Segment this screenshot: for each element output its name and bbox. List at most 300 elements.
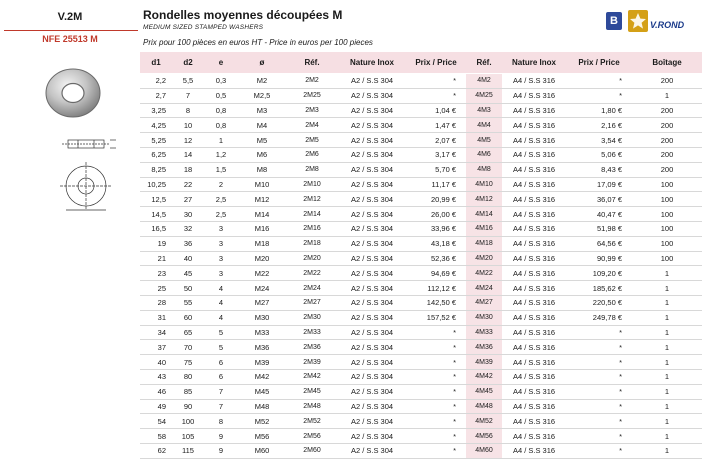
cell-nature-a2: A2 / S.S 304 [338,281,406,296]
cell-price-a2: 142,50 € [406,295,466,310]
cell-boitage: 100 [632,207,702,222]
cell-ref-a2: 2M4 [286,118,338,133]
cell-e: 0,8 [204,103,238,118]
cell-diameter: M18 [238,236,286,251]
cell-nature-a2: A2 / S.S 304 [338,340,406,355]
cell-price-a4: 40,47 € [566,207,632,222]
cell-d1: 28 [140,295,172,310]
cell-price-a2: 26,00 € [406,207,466,222]
cell-price-a2: 43,18 € [406,236,466,251]
cell-nature-a4: A4 / S.S 316 [502,369,566,384]
cell-ref-a4: 4M42 [466,369,502,384]
cell-d2: 70 [172,340,204,355]
cell-price-a2: 33,96 € [406,221,466,236]
cell-price-a4: 51,98 € [566,221,632,236]
cell-d2: 90 [172,399,204,414]
cell-nature-a4: A4 / S.S 316 [502,118,566,133]
cell-boitage: 200 [632,103,702,118]
table-row [140,133,702,148]
cell-price-a4: 64,56 € [566,236,632,251]
cell-price-a2: 52,36 € [406,251,466,266]
table-row [140,399,702,414]
cell-nature-a2: A2 / S.S 304 [338,251,406,266]
cell-boitage: 1 [632,281,702,296]
cell-e: 1 [204,133,238,148]
cell-price-a4: 220,50 € [566,295,632,310]
table-row [140,340,702,355]
cell-e: 4 [204,295,238,310]
cell-boitage: 1 [632,443,702,458]
price-note: Prix pour 100 pièces en euros HT - Price in euros per 100 pieces [143,38,373,47]
cell-boitage: 1 [632,310,702,325]
cell-nature-a4: A4 / S.S 316 [502,192,566,207]
cell-price-a2: * [406,369,466,384]
cell-ref-a4: 4M33 [466,325,502,340]
cell-ref-a4: 4M27 [466,295,502,310]
cell-e: 5 [204,325,238,340]
cell-ref-a4: 4M30 [466,310,502,325]
cell-diameter: M48 [238,399,286,414]
cell-e: 9 [204,443,238,458]
cell-d1: 2,2 [140,74,172,89]
table-row [140,310,702,325]
col-price-a2: Prix / Price [406,52,466,74]
cell-diameter: M36 [238,340,286,355]
cell-nature-a4: A4 / S.S 316 [502,340,566,355]
cell-d2: 10 [172,118,204,133]
cell-nature-a4: A4 / S.S 316 [502,133,566,148]
col-d2: d2 [172,52,204,74]
cell-price-a2: * [406,384,466,399]
cell-nature-a2: A2 / S.S 304 [338,118,406,133]
cell-d2: 8 [172,103,204,118]
cell-nature-a2: A2 / S.S 304 [338,162,406,177]
cell-d1: 21 [140,251,172,266]
table-row [140,177,702,192]
cell-price-a4: 249,78 € [566,310,632,325]
cell-nature-a2: A2 / S.S 304 [338,384,406,399]
cell-boitage: 200 [632,74,702,89]
table-row [140,207,702,222]
cell-d1: 34 [140,325,172,340]
table-row [140,74,702,89]
cell-diameter: M2 [238,74,286,89]
cell-nature-a2: A2 / S.S 304 [338,325,406,340]
cell-price-a2: * [406,88,466,103]
cell-price-a4: 3,54 € [566,133,632,148]
cell-price-a4: 8,43 € [566,162,632,177]
table-row [140,325,702,340]
cell-boitage: 100 [632,192,702,207]
cell-diameter: M45 [238,384,286,399]
cell-ref-a2: 2M60 [286,443,338,458]
cell-ref-a2: 2M52 [286,414,338,429]
table-row [140,429,702,444]
cell-diameter: M24 [238,281,286,296]
cell-e: 7 [204,399,238,414]
cell-ref-a2: 2M12 [286,192,338,207]
cell-d2: 36 [172,236,204,251]
page-subtitle: MEDIUM SIZED STAMPED WASHERS [143,24,264,31]
page-title: Rondelles moyennes découpées M [143,8,343,22]
cell-price-a2: 1,47 € [406,118,466,133]
cell-price-a2: 5,70 € [406,162,466,177]
cell-nature-a2: A2 / S.S 304 [338,192,406,207]
cell-d2: 32 [172,221,204,236]
cell-diameter: M33 [238,325,286,340]
cell-boitage: 1 [632,325,702,340]
cell-d1: 23 [140,266,172,281]
cell-d1: 19 [140,236,172,251]
col-nature-a4: Nature Inox [502,52,566,74]
cell-ref-a2: 2M39 [286,355,338,370]
cell-nature-a4: A4 / S.S 316 [502,325,566,340]
cell-d2: 80 [172,369,204,384]
cell-boitage: 200 [632,147,702,162]
table-row [140,192,702,207]
cell-diameter: M30 [238,310,286,325]
norm-label: NFE 25513 M [42,34,98,44]
cell-d2: 115 [172,443,204,458]
table-row [140,443,702,458]
cell-nature-a2: A2 / S.S 304 [338,429,406,444]
cell-d1: 31 [140,310,172,325]
cell-e: 9 [204,429,238,444]
cell-d1: 37 [140,340,172,355]
cell-e: 3 [204,221,238,236]
table-row [140,281,702,296]
cell-ref-a2: 2M24 [286,281,338,296]
cell-e: 3 [204,266,238,281]
cell-boitage: 200 [632,133,702,148]
table-row [140,103,702,118]
cell-d2: 65 [172,325,204,340]
cell-price-a4: 36,07 € [566,192,632,207]
cell-e: 2,5 [204,207,238,222]
cell-e: 6 [204,369,238,384]
cell-e: 4 [204,310,238,325]
cell-diameter: M10 [238,177,286,192]
cell-nature-a4: A4 / S.S 316 [502,281,566,296]
cell-d1: 6,25 [140,147,172,162]
product-code: V.2M [57,11,83,23]
cell-d2: 7 [172,88,204,103]
cell-boitage: 1 [632,340,702,355]
cell-ref-a4: 4M24 [466,281,502,296]
cell-ref-a2: 2M36 [286,340,338,355]
cell-diameter: M16 [238,221,286,236]
cell-nature-a2: A2 / S.S 304 [338,355,406,370]
table-row [140,236,702,251]
cell-d1: 10,25 [140,177,172,192]
cell-price-a2: * [406,429,466,444]
cell-ref-a2: 2M20 [286,251,338,266]
cell-price-a2: 157,52 € [406,310,466,325]
cell-ref-a4: 4M3 [466,103,502,118]
cell-nature-a4: A4 / S.S 316 [502,399,566,414]
brand-name: V.ROND [650,20,685,30]
cell-d1: 58 [140,429,172,444]
cell-nature-a4: A4 / S.S 316 [502,443,566,458]
cell-boitage: 1 [632,295,702,310]
cell-price-a2: * [406,399,466,414]
star-icon [628,10,648,32]
cell-d1: 25 [140,281,172,296]
cell-nature-a4: A4 / S.S 316 [502,310,566,325]
cell-nature-a4: A4 / S.S 316 [502,207,566,222]
cell-price-a4: 90,99 € [566,251,632,266]
cell-ref-a4: 4M12 [466,192,502,207]
cell-ref-a4: 4M10 [466,177,502,192]
cell-nature-a4: A4 / S.S 316 [502,414,566,429]
cell-ref-a2: 2M27 [286,295,338,310]
cell-d1: 62 [140,443,172,458]
cell-nature-a2: A2 / S.S 304 [338,177,406,192]
cell-boitage: 1 [632,384,702,399]
cell-ref-a4: 4M52 [466,414,502,429]
cell-price-a2: 94,69 € [406,266,466,281]
cell-nature-a4: A4 / S.S 316 [502,162,566,177]
cell-price-a4: * [566,88,632,103]
cell-nature-a2: A2 / S.S 304 [338,88,406,103]
cell-price-a2: 11,17 € [406,177,466,192]
cell-boitage: 200 [632,118,702,133]
cell-ref-a2: 2M3 [286,103,338,118]
cell-diameter: M14 [238,207,286,222]
cell-ref-a2: 2M48 [286,399,338,414]
cell-boitage: 1 [632,88,702,103]
cell-ref-a4: 4M20 [466,251,502,266]
technical-drawing [52,134,124,216]
cell-ref-a2: 2M33 [286,325,338,340]
cell-e: 1,2 [204,147,238,162]
cell-price-a4: * [566,340,632,355]
cell-diameter: M6 [238,147,286,162]
cell-diameter: M39 [238,355,286,370]
cell-ref-a4: 4M22 [466,266,502,281]
cell-diameter: M3 [238,103,286,118]
cell-price-a2: * [406,355,466,370]
cell-e: 8 [204,414,238,429]
cell-d2: 100 [172,414,204,429]
washer-photo [44,64,102,122]
cell-ref-a2: 2M25 [286,88,338,103]
price-table [140,52,702,459]
cell-price-a2: * [406,74,466,89]
cell-d1: 5,25 [140,133,172,148]
cell-ref-a4: 4M2 [466,74,502,89]
cell-boitage: 100 [632,177,702,192]
cell-nature-a2: A2 / S.S 304 [338,103,406,118]
cell-d1: 46 [140,384,172,399]
cell-nature-a4: A4 / S.S 316 [502,429,566,444]
table-row [140,147,702,162]
cell-d1: 2,7 [140,88,172,103]
cell-e: 2 [204,177,238,192]
cell-boitage: 1 [632,369,702,384]
cell-diameter: M20 [238,251,286,266]
cell-d1: 16,5 [140,221,172,236]
cell-e: 0,8 [204,118,238,133]
cell-price-a2: 2,07 € [406,133,466,148]
cell-nature-a4: A4 / S.S 316 [502,74,566,89]
table-header-row [140,52,702,74]
cell-price-a4: * [566,399,632,414]
cell-nature-a4: A4 / S.S 316 [502,103,566,118]
cell-price-a4: 5,06 € [566,147,632,162]
cell-ref-a4: 4M45 [466,384,502,399]
table-row [140,221,702,236]
cell-boitage: 100 [632,221,702,236]
cell-ref-a2: 2M16 [286,221,338,236]
cell-diameter: M4 [238,118,286,133]
cell-price-a4: 109,20 € [566,266,632,281]
cell-d1: 49 [140,399,172,414]
cell-nature-a2: A2 / S.S 304 [338,236,406,251]
cell-ref-a2: 2M14 [286,207,338,222]
cell-boitage: 1 [632,399,702,414]
cell-ref-a2: 2M45 [286,384,338,399]
cell-nature-a4: A4 / S.S 316 [502,355,566,370]
cell-d2: 105 [172,429,204,444]
cell-price-a2: 1,04 € [406,103,466,118]
table-row [140,414,702,429]
cell-nature-a2: A2 / S.S 304 [338,221,406,236]
cell-ref-a4: 4M14 [466,207,502,222]
cell-e: 3 [204,236,238,251]
cell-price-a4: * [566,443,632,458]
cell-d1: 14,5 [140,207,172,222]
cell-d2: 14 [172,147,204,162]
cell-price-a4: 1,80 € [566,103,632,118]
cell-price-a4: * [566,414,632,429]
cell-ref-a2: 2M2 [286,74,338,89]
cell-diameter: M42 [238,369,286,384]
b-badge: B [606,12,622,30]
cell-nature-a4: A4 / S.S 316 [502,177,566,192]
cell-ref-a4: 4M18 [466,236,502,251]
cell-d1: 40 [140,355,172,370]
cell-d2: 27 [172,192,204,207]
table-row [140,162,702,177]
left-panel [0,0,140,448]
cell-e: 3 [204,251,238,266]
cell-price-a4: * [566,325,632,340]
col-nature-a2: Nature Inox [338,52,406,74]
cell-ref-a2: 2M56 [286,429,338,444]
cell-ref-a2: 2M6 [286,147,338,162]
cell-nature-a4: A4 / S.S 316 [502,251,566,266]
cell-diameter: M60 [238,443,286,458]
table-row [140,251,702,266]
cell-nature-a2: A2 / S.S 304 [338,399,406,414]
cell-diameter: M56 [238,429,286,444]
cell-e: 7 [204,384,238,399]
cell-price-a4: 185,62 € [566,281,632,296]
cell-price-a2: * [406,443,466,458]
table-row [140,266,702,281]
cell-nature-a4: A4 / S.S 316 [502,88,566,103]
cell-ref-a2: 2M18 [286,236,338,251]
cell-d2: 12 [172,133,204,148]
col-e: e [204,52,238,74]
cell-ref-a4: 4M36 [466,340,502,355]
cell-e: 5 [204,340,238,355]
cell-ref-a4: 4M5 [466,133,502,148]
cell-nature-a2: A2 / S.S 304 [338,74,406,89]
cell-d2: 85 [172,384,204,399]
cell-nature-a2: A2 / S.S 304 [338,310,406,325]
cell-nature-a2: A2 / S.S 304 [338,369,406,384]
cell-nature-a2: A2 / S.S 304 [338,266,406,281]
cell-ref-a4: 4M25 [466,88,502,103]
cell-nature-a2: A2 / S.S 304 [338,133,406,148]
cell-d2: 30 [172,207,204,222]
cell-ref-a2: 2M22 [286,266,338,281]
cell-e: 6 [204,355,238,370]
cell-diameter: M52 [238,414,286,429]
table-row [140,355,702,370]
cell-ref-a4: 4M8 [466,162,502,177]
cell-diameter: M27 [238,295,286,310]
cell-d2: 18 [172,162,204,177]
table-row [140,88,702,103]
cell-e: 4 [204,281,238,296]
cell-d2: 40 [172,251,204,266]
table-row [140,118,702,133]
cell-d2: 45 [172,266,204,281]
cell-ref-a4: 4M16 [466,221,502,236]
cell-nature-a4: A4 / S.S 316 [502,266,566,281]
cell-price-a4: 17,09 € [566,177,632,192]
cell-price-a2: * [406,414,466,429]
col-price-a4: Prix / Price [566,52,632,74]
table-row [140,369,702,384]
cell-boitage: 1 [632,266,702,281]
cell-d2: 22 [172,177,204,192]
cell-boitage: 1 [632,355,702,370]
cell-price-a2: 20,99 € [406,192,466,207]
col-ref-a4: Réf. [466,52,502,74]
col-boitage: Boîtage [632,52,702,74]
cell-diameter: M12 [238,192,286,207]
cell-ref-a4: 4M39 [466,355,502,370]
cell-price-a2: * [406,325,466,340]
cell-nature-a2: A2 / S.S 304 [338,295,406,310]
cell-boitage: 1 [632,414,702,429]
table-body [140,74,702,459]
cell-ref-a2: 2M30 [286,310,338,325]
cell-diameter: M22 [238,266,286,281]
cell-nature-a2: A2 / S.S 304 [338,443,406,458]
cell-price-a4: 2,16 € [566,118,632,133]
cell-nature-a4: A4 / S.S 316 [502,384,566,399]
cell-d2: 5,5 [172,74,204,89]
cell-ref-a4: 4M48 [466,399,502,414]
cell-ref-a2: 2M5 [286,133,338,148]
cell-ref-a4: 4M4 [466,118,502,133]
cell-d1: 4,25 [140,118,172,133]
col-diameter: ø [238,52,286,74]
cell-nature-a4: A4 / S.S 316 [502,221,566,236]
cell-d2: 50 [172,281,204,296]
divider [4,30,138,31]
cell-diameter: M2,5 [238,88,286,103]
cell-price-a4: * [566,74,632,89]
cell-e: 1,5 [204,162,238,177]
table-row [140,384,702,399]
cell-nature-a4: A4 / S.S 316 [502,236,566,251]
